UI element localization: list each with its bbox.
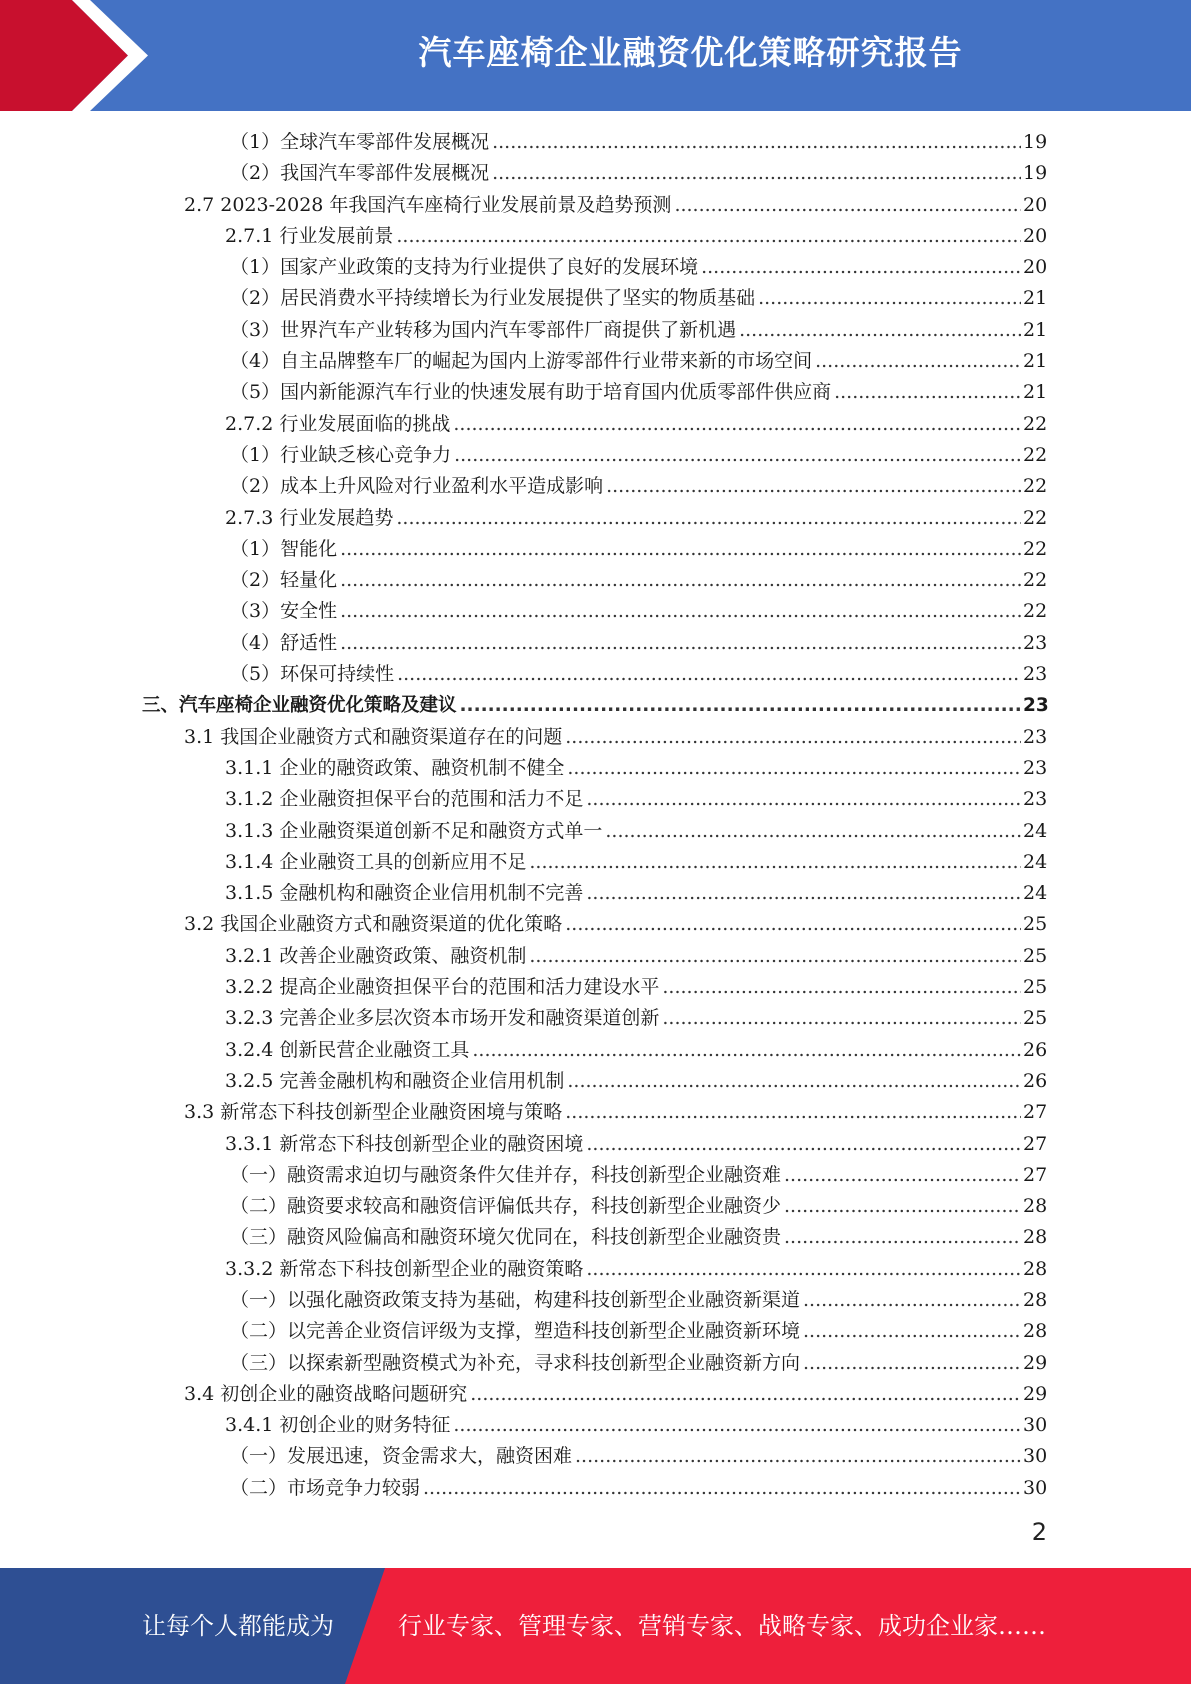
toc-entry[interactable] (0, 1348, 1191, 1379)
toc-entry-title: （1）全球汽车零部件发展概况 (230, 131, 490, 153)
toc-entry[interactable] (0, 1410, 1191, 1441)
toc-dot-leader (340, 628, 1021, 659)
toc-dot-leader (529, 941, 1021, 972)
toc-dot-leader (784, 1191, 1021, 1222)
toc-entry-title: 3.2.5 完善金融机构和融资企业信用机制 (225, 1069, 565, 1092)
toc-entry-page: 23 (1023, 631, 1048, 654)
toc-dot-leader (396, 503, 1021, 534)
toc-entry-page: 21 (1023, 318, 1048, 341)
toc-entry-page: 26 (1023, 1038, 1048, 1061)
toc-entry-page: 22 (1023, 475, 1048, 498)
toc-entry-page: 23 (1023, 695, 1049, 717)
toc-entry-title: 3.2.4 创新民营企业融资工具 (225, 1038, 470, 1061)
toc-entry-page: 28 (1023, 1195, 1048, 1218)
toc-dot-leader (423, 1473, 1021, 1504)
toc-entry[interactable] (0, 1254, 1191, 1285)
toc-entry-page: 20 (1023, 193, 1048, 216)
toc-entry-title: 3.1.1 企业的融资政策、融资机制不健全 (225, 756, 565, 779)
toc-dot-leader (803, 1348, 1021, 1379)
toc-entry[interactable] (0, 440, 1191, 471)
header-arrow-decoration (0, 0, 160, 111)
toc-entry-title: 3.4.1 初创企业的财务特征 (225, 1414, 451, 1437)
toc-entry-title: 2.7 2023-2028 年我国汽车座椅行业发展前景及趋势预测 (184, 193, 672, 216)
toc-dot-leader (834, 377, 1021, 408)
toc-entry-title: 三、汽车座椅企业融资优化策略及建议 (142, 695, 457, 717)
toc-entry-page: 23 (1023, 788, 1048, 811)
toc-entry-page: 27 (1023, 1132, 1048, 1155)
toc-entry[interactable] (0, 753, 1191, 784)
report-header (0, 0, 1191, 111)
toc-entry[interactable] (0, 346, 1191, 377)
toc-entry-page: 23 (1023, 756, 1048, 779)
toc-dot-leader (815, 346, 1021, 377)
toc-entry[interactable] (0, 534, 1191, 565)
toc-entry[interactable] (0, 941, 1191, 972)
toc-entry-page: 23 (1023, 725, 1048, 748)
toc-entry-page: 20 (1023, 256, 1048, 279)
toc-entry-page: 24 (1023, 850, 1048, 873)
toc-entry-title: （2）成本上升风险对行业盈利水平造成影响 (230, 475, 604, 498)
toc-dot-leader (575, 1441, 1021, 1472)
toc-dot-leader (492, 127, 1021, 158)
toc-entry[interactable] (0, 972, 1191, 1003)
toc-entry-title: （3）世界汽车产业转移为国内汽车零部件厂商提供了新机遇 (230, 318, 737, 341)
page-number: 2 (1031, 1518, 1047, 1546)
toc-dot-leader (606, 471, 1021, 502)
footer-slogan-left: 让每个人都能成为 (142, 1612, 334, 1640)
toc-entry[interactable] (0, 127, 1191, 158)
toc-entry[interactable] (0, 315, 1191, 346)
toc-dot-leader (454, 440, 1021, 471)
toc-entry-title: （1）智能化 (230, 537, 338, 560)
toc-dot-leader (662, 1003, 1021, 1034)
toc-dot-leader (784, 1160, 1021, 1191)
toc-dot-leader (453, 1410, 1021, 1441)
toc-entry-title: 3.2.3 完善企业多层次资本市场开发和融资渠道创新 (225, 1007, 660, 1030)
toc-entry[interactable] (0, 1441, 1191, 1472)
toc-entry-page: 28 (1023, 1257, 1048, 1280)
toc-entry[interactable] (0, 784, 1191, 815)
toc-entry-title: （3）安全性 (230, 600, 338, 623)
toc-entry[interactable] (0, 503, 1191, 534)
toc-entry[interactable] (0, 409, 1191, 440)
toc-entry-title: 3.1.2 企业融资担保平台的范围和活力不足 (225, 788, 584, 811)
toc-dot-leader (784, 1222, 1021, 1253)
toc-entry[interactable] (0, 1285, 1191, 1316)
toc-entry-title: 3.3.1 新常态下科技创新型企业的融资困境 (225, 1132, 584, 1155)
toc-entry[interactable] (0, 1316, 1191, 1347)
toc-entry-title: 3.3 新常态下科技创新型企业融资困境与策略 (184, 1101, 563, 1124)
toc-entry[interactable] (0, 659, 1191, 690)
toc-entry[interactable] (0, 283, 1191, 314)
toc-dot-leader (340, 596, 1021, 627)
toc-entry-title: 3.4 初创企业的融资战略问题研究 (184, 1382, 468, 1405)
toc-entry-page: 24 (1023, 882, 1048, 905)
toc-entry[interactable] (0, 1066, 1191, 1097)
toc-dot-leader (567, 753, 1021, 784)
toc-entry-title: （4）舒适性 (230, 631, 338, 654)
toc-entry[interactable] (0, 1035, 1191, 1066)
toc-entry-title: 3.1 我国企业融资方式和融资渠道存在的问题 (184, 725, 563, 748)
toc-entry-title: 2.7.1 行业发展前景 (225, 224, 394, 247)
toc-dot-leader (605, 816, 1021, 847)
toc-entry-page: 22 (1023, 506, 1048, 529)
toc-dot-leader (586, 878, 1021, 909)
toc-entry-title: （三）融资风险偏高和融资环境欠优同在，科技创新型企业融资贵 (230, 1226, 782, 1249)
toc-entry-page: 28 (1023, 1288, 1048, 1311)
toc-entry[interactable] (0, 596, 1191, 627)
toc-entry[interactable] (0, 158, 1191, 189)
toc-entry-title: （二）市场竞争力较弱 (230, 1476, 421, 1499)
toc-entry-title: 3.2 我国企业融资方式和融资渠道的优化策略 (184, 913, 563, 936)
toc-entry-title: 2.7.2 行业发展面临的挑战 (225, 412, 451, 435)
toc-dot-leader (739, 315, 1021, 346)
toc-entry[interactable] (0, 221, 1191, 252)
toc-entry-title: 3.3.2 新常态下科技创新型企业的融资策略 (225, 1257, 584, 1280)
toc-dot-leader (470, 1379, 1021, 1410)
toc-dot-leader (586, 784, 1021, 815)
toc-dot-leader (529, 847, 1021, 878)
toc-entry-title: 3.2.2 提高企业融资担保平台的范围和活力建设水平 (225, 976, 660, 999)
toc-entry-page: 22 (1023, 412, 1048, 435)
toc-entry-title: 3.1.4 企业融资工具的创新应用不足 (225, 850, 527, 873)
toc-entry-page: 22 (1023, 443, 1048, 466)
toc-entry[interactable] (0, 628, 1191, 659)
toc-entry[interactable] (0, 190, 1191, 221)
toc-entry-page: 21 (1023, 350, 1048, 373)
toc-entry-title: （一）融资需求迫切与融资条件欠佳并存，科技创新型企业融资难 (230, 1163, 782, 1186)
toc-dot-leader (340, 565, 1021, 596)
toc-dot-leader (492, 158, 1021, 189)
toc-entry[interactable] (0, 1473, 1191, 1504)
toc-entry-page: 19 (1023, 162, 1048, 185)
toc-entry-page: 30 (1023, 1476, 1048, 1499)
toc-entry[interactable] (0, 377, 1191, 408)
toc-entry-page: 22 (1023, 600, 1048, 623)
toc-entry[interactable] (0, 1160, 1191, 1191)
toc-entry[interactable] (0, 1379, 1191, 1410)
toc-dot-leader (453, 409, 1021, 440)
toc-entry-page: 30 (1023, 1445, 1048, 1468)
toc-entry[interactable] (0, 1222, 1191, 1253)
toc-entry-title: （2）居民消费水平持续增长为行业发展提供了坚实的物质基础 (230, 287, 756, 310)
toc-dot-leader (803, 1285, 1021, 1316)
toc-dot-leader (662, 972, 1021, 1003)
toc-entry-title: （1）国家产业政策的支持为行业提供了良好的发展环境 (230, 256, 699, 279)
toc-entry-page: 26 (1023, 1069, 1048, 1092)
toc-entry-page: 29 (1023, 1382, 1048, 1405)
toc-entry-page: 28 (1023, 1320, 1048, 1343)
toc-entry[interactable] (0, 816, 1191, 847)
toc-entry-page: 24 (1023, 819, 1048, 842)
toc-entry-title: （二）融资要求较高和融资信评偏低共存，科技创新型企业融资少 (230, 1195, 782, 1218)
toc-entry[interactable] (0, 471, 1191, 502)
toc-entry-page: 22 (1023, 537, 1048, 560)
toc-entry-page: 30 (1023, 1414, 1048, 1437)
toc-dot-leader (472, 1035, 1021, 1066)
toc-entry-title: （一）发展迅速，资金需求大，融资困难 (230, 1445, 573, 1468)
toc-entry-title: 2.7.3 行业发展趋势 (225, 506, 394, 529)
toc-entry[interactable] (0, 1003, 1191, 1034)
toc-entry-page: 25 (1023, 1007, 1048, 1030)
toc-entry[interactable] (0, 690, 1191, 721)
toc-entry-title: （2）我国汽车零部件发展概况 (230, 162, 490, 185)
toc-dot-leader (565, 1097, 1021, 1128)
toc-entry[interactable] (0, 1097, 1191, 1128)
toc-entry[interactable] (0, 878, 1191, 909)
report-title: 汽车座椅企业融资优化策略研究报告 (418, 33, 963, 72)
toc-entry-page: 25 (1023, 944, 1048, 967)
toc-entry-page: 21 (1023, 287, 1048, 310)
toc-entry-page: 22 (1023, 569, 1048, 592)
toc-entry-page: 29 (1023, 1351, 1048, 1374)
report-footer (0, 1568, 1191, 1684)
toc-entry-title: （1）行业缺乏核心竞争力 (230, 443, 452, 466)
toc-dot-leader (565, 909, 1021, 940)
toc-entry-page: 27 (1023, 1101, 1048, 1124)
toc-entry-title: （2）轻量化 (230, 569, 338, 592)
toc-entry-title: 3.2.1 改善企业融资政策、融资机制 (225, 944, 527, 967)
toc-entry-page: 28 (1023, 1226, 1048, 1249)
toc-dot-leader (397, 659, 1021, 690)
toc-dot-leader (701, 252, 1021, 283)
toc-entry-page: 25 (1023, 976, 1048, 999)
toc-entry-page: 27 (1023, 1163, 1048, 1186)
toc-entry[interactable] (0, 1129, 1191, 1160)
table-of-contents (0, 127, 1191, 1504)
toc-dot-leader (460, 690, 1021, 721)
toc-entry-title: （二）以完善企业资信评级为支撑，塑造科技创新型企业融资新环境 (230, 1320, 801, 1343)
toc-entry[interactable] (0, 252, 1191, 283)
toc-dot-leader (340, 534, 1021, 565)
toc-entry-title: （5）环保可持续性 (230, 663, 395, 686)
toc-entry[interactable] (0, 1191, 1191, 1222)
toc-dot-leader (565, 722, 1021, 753)
footer-slogan-right: 行业专家、管理专家、营销专家、战略专家、成功企业家…… (398, 1612, 1046, 1640)
toc-entry[interactable] (0, 565, 1191, 596)
toc-dot-leader (803, 1316, 1021, 1347)
toc-entry-title: 3.1.5 金融机构和融资企业信用机制不完善 (225, 882, 584, 905)
toc-entry-title: 3.1.3 企业融资渠道创新不足和融资方式单一 (225, 819, 603, 842)
toc-entry[interactable] (0, 909, 1191, 940)
toc-entry-page: 20 (1023, 224, 1048, 247)
toc-entry-page: 23 (1023, 663, 1048, 686)
toc-dot-leader (674, 190, 1021, 221)
toc-entry-page: 21 (1023, 381, 1048, 404)
toc-entry-title: （一）以强化融资政策支持为基础，构建科技创新型企业融资新渠道 (230, 1288, 801, 1311)
toc-dot-leader (586, 1129, 1021, 1160)
toc-entry-title: （5）国内新能源汽车行业的快速发展有助于培育国内优质零部件供应商 (230, 381, 832, 404)
toc-entry-page: 25 (1023, 913, 1048, 936)
toc-entry-page: 19 (1023, 131, 1048, 153)
toc-dot-leader (586, 1254, 1021, 1285)
toc-dot-leader (567, 1066, 1021, 1097)
toc-entry[interactable] (0, 847, 1191, 878)
toc-entry-title: （4）自主品牌整车厂的崛起为国内上游零部件行业带来新的市场空间 (230, 350, 813, 373)
toc-entry-title: （三）以探索新型融资模式为补充，寻求科技创新型企业融资新方向 (230, 1351, 801, 1374)
toc-dot-leader (396, 221, 1021, 252)
toc-dot-leader (758, 283, 1021, 314)
toc-entry[interactable] (0, 722, 1191, 753)
